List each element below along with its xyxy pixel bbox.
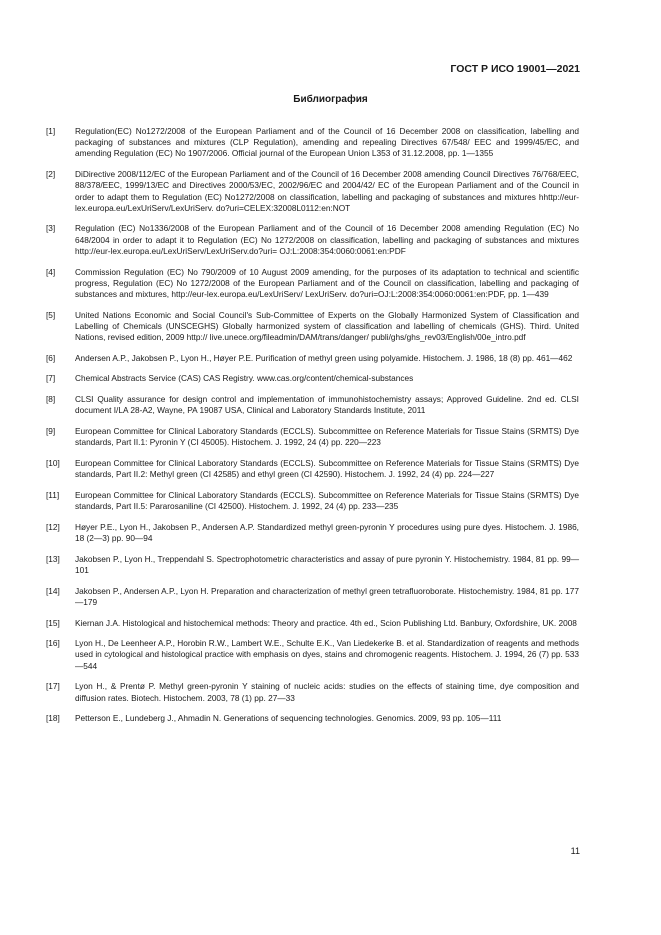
reference-number: [8]	[46, 394, 56, 405]
reference-text: European Committee for Clinical Laboratory Standards (ECCLS). Subcommittee on Reference Materials for Tissue Stains (SRMTS) Dye standards, Part II.2: Methyl green (CI 42585) and ethyl green (CI 42590). Histochem. J. 1992, 24 (4) pp. 224—227	[75, 457, 579, 480]
reference-text: Jakobsen P., Andersen A.P., Lyon H. Preparation and characterization of methyl green tetrafluoroborate. Histochemistry. 1984, 81 pp. 177—179	[75, 585, 579, 607]
document-code: ГОСТ Р ИСО 19001—2021	[450, 63, 580, 75]
reference-number: [11]	[46, 489, 60, 500]
reference-text: Lyon H., De Leenheer A.P., Horobin R.W., Lambert W.E., Schulte E.K., Van Liedekerke B. et al. Standardization of reagents and methods used in cytological and histological practice with emphasis on dyes, stains and chromogenic reagents. Histochem. J. 1994, 26 (7) pp. 533—544	[75, 638, 579, 671]
bibliography-list	[46, 126, 579, 734]
reference-text: European Committee for Clinical Laboratory Standards (ECCLS). Subcommittee on Reference Materials for Tissue Stains (SRMTS) Dye standards, Part II.1: Pyronin Y (CI 45005). Histochem. J. 1992, 24 (4) pp. 220—223	[75, 426, 579, 448]
reference-number: [7]	[46, 373, 56, 384]
reference-item	[46, 638, 579, 672]
reference-text: Commission Regulation (EC) No 790/2009 of 10 August 2009 amending, for the purposes of its adaptation to technical and scientific progress, Regulation (EC) No 1272/2008 of the European Parliament and of the Council on classification, labelling and packaging of substances and mixtures, http://eur-lex.europa.eu/LexUriServ/ LexUriServ. do?uri=OJ:L:2008:354:0060:0061:en:PDF, pp. 1—439	[75, 266, 579, 299]
reference-text: United Nations Economic and Social Council's Sub-Committee of Experts on the Globally Harmonized System of Classification and Labelling of Chemicals (UNSCEGHS) Globally harmonized system of classification and labelling of chemicals (GHS). Third. United Nations, revised edition, 2009 http:// live.unece.org/fileadmin/DAM/trans/danger/ publi/ghs/ghs_rev03/English/00e_intro.pdf	[75, 309, 579, 343]
reference-number: [6]	[46, 352, 56, 363]
reference-item	[46, 353, 579, 364]
reference-item	[46, 522, 579, 544]
reference-number: [9]	[46, 426, 56, 437]
section-title: Библиография	[293, 94, 368, 105]
reference-number: [13]	[46, 553, 60, 564]
reference-item	[46, 223, 579, 257]
reference-number: [2]	[46, 169, 56, 180]
reference-text: Lyon H., & Prentø P. Methyl green-pyronin Y staining of nucleic acids: studies on the effects of staining time, dye composition and diffusion rates. Biotech. Histochem. 2003, 78 (1) pp. 27—33	[75, 681, 579, 703]
reference-text: Petterson E., Lundeberg J., Ahmadin N. Generations of sequencing technologies. Genomics. 2009, 93 pp. 105—111	[75, 713, 502, 724]
reference-number: [12]	[46, 521, 60, 532]
page-number: 11	[570, 846, 580, 856]
reference-item	[46, 310, 579, 344]
reference-text: Regulation (EC) No1336/2008 of the European Parliament and of the Council of 16 December 2008 amending Regulation (EC) No 648/2004 in order to adapt it to Regulation (EC) No 1272/2008 on classification, labelling and packaging of substances and mixtures http://eur-lex.europa.eu/LexUriServ/LexUriServ.do?uri= OJ:L:2008:354:0060:0061:en:PDF	[75, 223, 579, 256]
reference-number: [10]	[46, 457, 60, 468]
reference-item	[46, 426, 579, 448]
reference-item	[46, 169, 579, 214]
reference-item	[46, 713, 579, 724]
reference-text: CLSI Quality assurance for design control and implementation of immunohistochemistry assays; Approved Guideline. 2nd ed. CLSI document I/LA 28-A2, Wayne, PA 19087 USA, Clinical and Laboratory Standards Institute, 2011	[75, 394, 579, 416]
reference-item	[46, 394, 579, 416]
reference-text: European Committee for Clinical Laboratory Standards (ECCLS). Subcommittee on Reference Materials for Tissue Stains (SRMTS) Dye standards, Part II.5: Pararosaniline (CI 42500). Histochem. J. 1992, 24 (4) pp. 233—235	[75, 489, 579, 512]
reference-item	[46, 373, 579, 384]
reference-number: [14]	[46, 585, 60, 596]
reference-item	[46, 267, 579, 301]
reference-number: [1]	[46, 126, 56, 136]
reference-text: Chemical Abstracts Service (CAS) CAS Registry. www.cas.org/content/chemical-substances	[75, 373, 414, 384]
reference-text: Regulation(EC) No1272/2008 of the European Parliament and of the Council of 16 December 2008 on classification, labelling and packaging of substances and mixtures (CLP Regulation), amending and repealing Directives 67/548/ EEC and 1999/45/EC, and amending Regulation (EC) No 1907/2006. Official journal of the European Union L353 of 31.12.2008, pp. 1—1355	[75, 126, 579, 159]
reference-text: Høyer P.E., Lyon H., Jakobsen P., Andersen A.P. Standardized methyl green-pyronin Y procedures using pure dyes. Histochem. J. 1986, 18 (2—3) pp. 90—94	[75, 521, 579, 543]
reference-item	[46, 618, 579, 629]
reference-text: Andersen A.P., Jakobsen P., Lyon H., Høyer P.E. Purification of methyl green using polyamide. Histochem. J. 1986, 18 (8) pp. 461—462	[75, 352, 573, 363]
reference-item	[46, 681, 579, 703]
reference-number: [3]	[46, 223, 56, 234]
reference-number: [18]	[46, 713, 60, 724]
reference-item	[46, 458, 579, 480]
reference-text: Kiernan J.A. Histological and histochemical methods: Theory and practice. 4th ed., Scion Publishing Ltd. Banbury, Oxfordshire, UK. 2008	[75, 617, 577, 628]
reference-number: [17]	[46, 681, 60, 692]
reference-number: [16]	[46, 638, 60, 649]
reference-item	[46, 554, 579, 576]
reference-text: DiDirective 2008/112/EC of the European Parliament and of the Council of 16 December 2008 amending Council Directives 76/768/EEC, 88/378/EEC, 1999/13/EC and Directives 2000/53/EC, 2002/96/EC and 2004/42/ EC of the European Parliament and of the Council in order to adapt them to Regulation (EC) No1272/2008 on classification, labelling and packaging of substances and mixtures hhttp://eur-lex.europa.eu/LexUriServ/LexUriServ. do?uri=CELEX:32008L0112:en:NOT	[75, 169, 579, 213]
reference-number: [15]	[46, 617, 60, 628]
reference-text: Jakobsen P., Lyon H., Treppendahl S. Spectrophotometric characteristics and assay of pure pyronin Y. Histochemistry. 1984, 81 pp. 99—101	[75, 553, 579, 575]
reference-number: [4]	[46, 266, 56, 277]
reference-item	[46, 126, 579, 160]
reference-item	[46, 586, 579, 608]
reference-number: [5]	[46, 309, 56, 320]
reference-item	[46, 490, 579, 512]
